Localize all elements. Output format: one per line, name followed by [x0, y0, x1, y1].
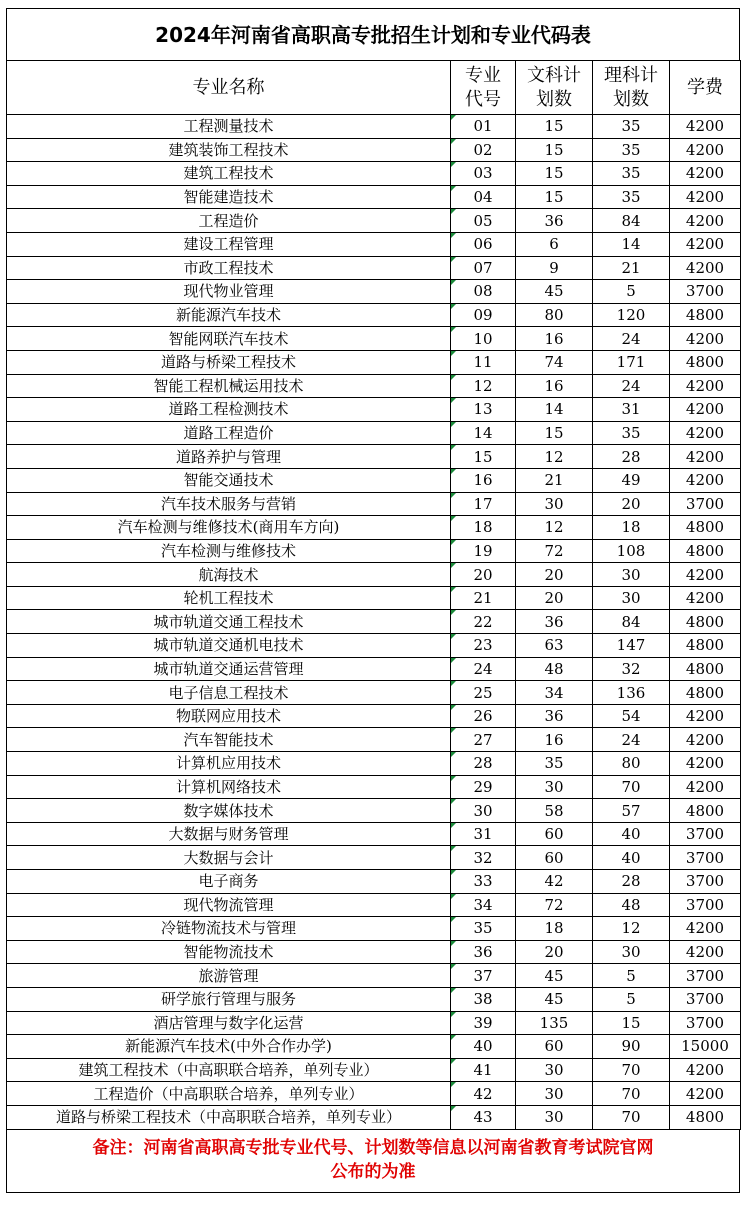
header-tuition: 学费: [670, 61, 741, 115]
cell-arts-plan: 58: [516, 799, 593, 823]
cell-science-plan: 40: [593, 846, 670, 870]
cell-arts-plan: 14: [516, 398, 593, 422]
cell-major-code: 08: [451, 280, 516, 304]
cell-major-name: 汽车检测与维修技术: [7, 539, 451, 563]
cell-science-plan: 57: [593, 799, 670, 823]
cell-science-plan: 80: [593, 752, 670, 776]
cell-science-plan: 28: [593, 870, 670, 894]
cell-major-name: 道路工程检测技术: [7, 398, 451, 422]
table-row: [7, 468, 741, 492]
cell-major-code: 23: [451, 634, 516, 658]
cell-science-plan: 35: [593, 162, 670, 186]
table-row: [7, 728, 741, 752]
cell-major-code: 31: [451, 822, 516, 846]
cell-arts-plan: 30: [516, 1105, 593, 1129]
table-row: [7, 256, 741, 280]
cell-tuition: 4200: [670, 445, 741, 469]
table-row: [7, 445, 741, 469]
cell-tuition: 3700: [670, 964, 741, 988]
cell-major-code: 25: [451, 681, 516, 705]
cell-major-code: 33: [451, 870, 516, 894]
cell-science-plan: 15: [593, 1011, 670, 1035]
cell-science-plan: 49: [593, 468, 670, 492]
cell-major-name: 汽车智能技术: [7, 728, 451, 752]
cell-major-name: 智能物流技术: [7, 940, 451, 964]
cell-tuition: 4800: [670, 303, 741, 327]
cell-major-code: 12: [451, 374, 516, 398]
table-row: [7, 634, 741, 658]
cell-major-name: 计算机应用技术: [7, 752, 451, 776]
cell-science-plan: 171: [593, 350, 670, 374]
cell-arts-plan: 16: [516, 728, 593, 752]
cell-arts-plan: 15: [516, 421, 593, 445]
cell-arts-plan: 12: [516, 445, 593, 469]
cell-science-plan: 70: [593, 775, 670, 799]
table-row: [7, 657, 741, 681]
cell-major-code: 18: [451, 516, 516, 540]
table-row: [7, 115, 741, 139]
cell-science-plan: 35: [593, 115, 670, 139]
footnote: [6, 1130, 740, 1193]
cell-science-plan: 35: [593, 185, 670, 209]
cell-major-code: 29: [451, 775, 516, 799]
cell-major-code: 34: [451, 893, 516, 917]
cell-major-name: 道路工程造价: [7, 421, 451, 445]
table-body: [7, 115, 741, 1130]
table-row: [7, 185, 741, 209]
cell-major-name: 现代物流管理: [7, 893, 451, 917]
table-row: [7, 799, 741, 823]
cell-arts-plan: 20: [516, 940, 593, 964]
cell-major-code: 21: [451, 586, 516, 610]
cell-tuition: 4200: [670, 704, 741, 728]
cell-major-code: 30: [451, 799, 516, 823]
cell-arts-plan: 12: [516, 516, 593, 540]
cell-science-plan: 20: [593, 492, 670, 516]
cell-major-code: 16: [451, 468, 516, 492]
cell-arts-plan: 30: [516, 492, 593, 516]
cell-major-code: 36: [451, 940, 516, 964]
cell-tuition: 4200: [670, 185, 741, 209]
cell-major-name: 大数据与会计: [7, 846, 451, 870]
cell-major-code: 27: [451, 728, 516, 752]
cell-major-name: 电子商务: [7, 870, 451, 894]
table-row: [7, 303, 741, 327]
cell-arts-plan: 20: [516, 563, 593, 587]
cell-tuition: 4200: [670, 138, 741, 162]
cell-arts-plan: 35: [516, 752, 593, 776]
cell-major-name: 道路与桥梁工程技术: [7, 350, 451, 374]
cell-tuition: 4200: [670, 421, 741, 445]
cell-major-name: 城市轨道交通运营管理: [7, 657, 451, 681]
cell-science-plan: 108: [593, 539, 670, 563]
cell-tuition: 4800: [670, 634, 741, 658]
cell-major-code: 05: [451, 209, 516, 233]
cell-science-plan: 70: [593, 1058, 670, 1082]
table-row: [7, 421, 741, 445]
table-row: [7, 563, 741, 587]
cell-science-plan: 120: [593, 303, 670, 327]
cell-major-code: 02: [451, 138, 516, 162]
cell-science-plan: 70: [593, 1082, 670, 1106]
cell-major-name: 工程造价: [7, 209, 451, 233]
cell-arts-plan: 45: [516, 964, 593, 988]
table-row: [7, 539, 741, 563]
cell-arts-plan: 63: [516, 634, 593, 658]
cell-major-name: 物联网应用技术: [7, 704, 451, 728]
table-row: [7, 374, 741, 398]
cell-science-plan: 70: [593, 1105, 670, 1129]
cell-tuition: 4200: [670, 586, 741, 610]
cell-arts-plan: 48: [516, 657, 593, 681]
cell-arts-plan: 42: [516, 870, 593, 894]
cell-science-plan: 14: [593, 232, 670, 256]
cell-science-plan: 35: [593, 421, 670, 445]
table-row: [7, 610, 741, 634]
cell-arts-plan: 30: [516, 1082, 593, 1106]
cell-science-plan: 136: [593, 681, 670, 705]
table-row: [7, 940, 741, 964]
table-row: [7, 846, 741, 870]
table-row: [7, 964, 741, 988]
cell-major-name: 道路与桥梁工程技术（中高职联合培养，单列专业）: [7, 1105, 451, 1129]
cell-science-plan: 147: [593, 634, 670, 658]
table-row: [7, 917, 741, 941]
page-title: 2024年河南省高职高专批招生计划和专业代码表: [6, 8, 740, 60]
cell-science-plan: 5: [593, 987, 670, 1011]
cell-arts-plan: 6: [516, 232, 593, 256]
cell-arts-plan: 45: [516, 280, 593, 304]
cell-major-name: 智能建造技术: [7, 185, 451, 209]
table-row: [7, 209, 741, 233]
cell-arts-plan: 60: [516, 846, 593, 870]
cell-major-name: 数字媒体技术: [7, 799, 451, 823]
cell-major-name: 大数据与财务管理: [7, 822, 451, 846]
cell-major-name: 城市轨道交通工程技术: [7, 610, 451, 634]
cell-major-name: 轮机工程技术: [7, 586, 451, 610]
cell-tuition: 3700: [670, 846, 741, 870]
cell-major-name: 建筑工程技术（中高职联合培养，单列专业）: [7, 1058, 451, 1082]
table-row: [7, 1011, 741, 1035]
cell-tuition: 4200: [670, 115, 741, 139]
cell-tuition: 4200: [670, 940, 741, 964]
cell-science-plan: 18: [593, 516, 670, 540]
cell-tuition: 3700: [670, 1011, 741, 1035]
cell-tuition: 4200: [670, 327, 741, 351]
cell-arts-plan: 15: [516, 162, 593, 186]
cell-science-plan: 32: [593, 657, 670, 681]
cell-tuition: 4800: [670, 657, 741, 681]
cell-major-code: 15: [451, 445, 516, 469]
cell-tuition: 3700: [670, 280, 741, 304]
cell-arts-plan: 74: [516, 350, 593, 374]
cell-major-name: 冷链物流技术与管理: [7, 917, 451, 941]
cell-major-code: 39: [451, 1011, 516, 1035]
header-science-plan: 理科计 划数: [593, 61, 670, 115]
table-row: [7, 138, 741, 162]
cell-major-name: 智能交通技术: [7, 468, 451, 492]
cell-arts-plan: 15: [516, 185, 593, 209]
cell-tuition: 4200: [670, 468, 741, 492]
cell-arts-plan: 34: [516, 681, 593, 705]
cell-arts-plan: 72: [516, 539, 593, 563]
cell-arts-plan: 16: [516, 374, 593, 398]
plan-table: [6, 60, 741, 1130]
cell-major-name: 道路养护与管理: [7, 445, 451, 469]
cell-arts-plan: 36: [516, 704, 593, 728]
footnote-line-2: 公布的为准: [330, 1161, 416, 1182]
cell-major-code: 03: [451, 162, 516, 186]
cell-science-plan: 35: [593, 138, 670, 162]
cell-major-code: 07: [451, 256, 516, 280]
cell-major-name: 建筑装饰工程技术: [7, 138, 451, 162]
cell-arts-plan: 15: [516, 115, 593, 139]
cell-science-plan: 24: [593, 728, 670, 752]
cell-major-name: 航海技术: [7, 563, 451, 587]
table-row: [7, 681, 741, 705]
table-row: [7, 893, 741, 917]
cell-science-plan: 30: [593, 586, 670, 610]
cell-arts-plan: 9: [516, 256, 593, 280]
table-row: [7, 327, 741, 351]
cell-tuition: 4800: [670, 539, 741, 563]
table-row: [7, 398, 741, 422]
cell-tuition: 4200: [670, 563, 741, 587]
cell-arts-plan: 36: [516, 610, 593, 634]
cell-tuition: 4200: [670, 1082, 741, 1106]
cell-major-code: 35: [451, 917, 516, 941]
cell-arts-plan: 60: [516, 822, 593, 846]
cell-major-code: 26: [451, 704, 516, 728]
table-row: [7, 870, 741, 894]
cell-science-plan: 30: [593, 940, 670, 964]
cell-major-code: 37: [451, 964, 516, 988]
cell-major-code: 28: [451, 752, 516, 776]
table-row: [7, 1058, 741, 1082]
cell-science-plan: 31: [593, 398, 670, 422]
cell-tuition: 4200: [670, 398, 741, 422]
table-row: [7, 822, 741, 846]
header-major-name: 专业名称: [7, 61, 451, 115]
cell-major-name: 酒店管理与数字化运营: [7, 1011, 451, 1035]
cell-tuition: 4200: [670, 775, 741, 799]
cell-tuition: 4200: [670, 1058, 741, 1082]
cell-major-name: 汽车检测与维修技术(商用车方向): [7, 516, 451, 540]
cell-arts-plan: 30: [516, 1058, 593, 1082]
cell-major-code: 14: [451, 421, 516, 445]
cell-science-plan: 28: [593, 445, 670, 469]
cell-arts-plan: 36: [516, 209, 593, 233]
cell-major-code: 01: [451, 115, 516, 139]
cell-tuition: 4200: [670, 752, 741, 776]
cell-major-name: 旅游管理: [7, 964, 451, 988]
cell-science-plan: 24: [593, 327, 670, 351]
cell-tuition: 4200: [670, 209, 741, 233]
cell-major-name: 计算机网络技术: [7, 775, 451, 799]
cell-tuition: 3700: [670, 822, 741, 846]
table-row: [7, 775, 741, 799]
cell-arts-plan: 72: [516, 893, 593, 917]
admission-plan-sheet: [6, 8, 740, 1193]
cell-tuition: 4200: [670, 374, 741, 398]
cell-tuition: 15000: [670, 1035, 741, 1059]
table-row: [7, 704, 741, 728]
header-arts-plan: 文科计 划数: [516, 61, 593, 115]
cell-major-code: 40: [451, 1035, 516, 1059]
table-row: [7, 1082, 741, 1106]
table-row: [7, 987, 741, 1011]
cell-major-name: 新能源汽车技术: [7, 303, 451, 327]
header-row: [7, 61, 741, 115]
table-row: [7, 232, 741, 256]
cell-tuition: 4800: [670, 1105, 741, 1129]
cell-tuition: 4200: [670, 256, 741, 280]
cell-major-name: 研学旅行管理与服务: [7, 987, 451, 1011]
table-row: [7, 586, 741, 610]
cell-tuition: 4200: [670, 728, 741, 752]
cell-tuition: 4800: [670, 516, 741, 540]
cell-arts-plan: 135: [516, 1011, 593, 1035]
cell-major-code: 10: [451, 327, 516, 351]
cell-major-code: 24: [451, 657, 516, 681]
table-row: [7, 752, 741, 776]
cell-tuition: 4200: [670, 917, 741, 941]
cell-major-code: 20: [451, 563, 516, 587]
cell-arts-plan: 60: [516, 1035, 593, 1059]
cell-tuition: 4200: [670, 162, 741, 186]
cell-tuition: 3700: [670, 987, 741, 1011]
cell-major-name: 工程测量技术: [7, 115, 451, 139]
cell-tuition: 4800: [670, 350, 741, 374]
footnote-line-1: 备注：河南省高职高专批专业代号、计划数等信息以河南省教育考试院官网: [92, 1137, 654, 1158]
cell-major-name: 市政工程技术: [7, 256, 451, 280]
table-row: [7, 516, 741, 540]
cell-major-name: 电子信息工程技术: [7, 681, 451, 705]
cell-arts-plan: 30: [516, 775, 593, 799]
table-row: [7, 492, 741, 516]
cell-tuition: 3700: [670, 893, 741, 917]
cell-major-code: 11: [451, 350, 516, 374]
cell-tuition: 4800: [670, 610, 741, 634]
cell-science-plan: 90: [593, 1035, 670, 1059]
cell-major-code: 42: [451, 1082, 516, 1106]
cell-arts-plan: 21: [516, 468, 593, 492]
cell-major-code: 17: [451, 492, 516, 516]
cell-arts-plan: 20: [516, 586, 593, 610]
cell-science-plan: 5: [593, 280, 670, 304]
cell-arts-plan: 45: [516, 987, 593, 1011]
cell-science-plan: 24: [593, 374, 670, 398]
header-major-code: 专业 代号: [451, 61, 516, 115]
cell-major-code: 22: [451, 610, 516, 634]
cell-tuition: 3700: [670, 492, 741, 516]
cell-science-plan: 30: [593, 563, 670, 587]
cell-science-plan: 5: [593, 964, 670, 988]
cell-arts-plan: 15: [516, 138, 593, 162]
cell-tuition: 3700: [670, 870, 741, 894]
cell-major-name: 智能网联汽车技术: [7, 327, 451, 351]
cell-major-name: 新能源汽车技术(中外合作办学): [7, 1035, 451, 1059]
cell-major-name: 建筑工程技术: [7, 162, 451, 186]
cell-major-code: 04: [451, 185, 516, 209]
cell-major-name: 智能工程机械运用技术: [7, 374, 451, 398]
table-row: [7, 1035, 741, 1059]
cell-science-plan: 84: [593, 610, 670, 634]
table-row: [7, 280, 741, 304]
cell-major-code: 32: [451, 846, 516, 870]
cell-science-plan: 48: [593, 893, 670, 917]
cell-major-code: 13: [451, 398, 516, 422]
cell-science-plan: 84: [593, 209, 670, 233]
cell-science-plan: 21: [593, 256, 670, 280]
cell-major-name: 建设工程管理: [7, 232, 451, 256]
cell-arts-plan: 16: [516, 327, 593, 351]
cell-major-code: 19: [451, 539, 516, 563]
cell-major-name: 城市轨道交通机电技术: [7, 634, 451, 658]
cell-science-plan: 12: [593, 917, 670, 941]
cell-major-name: 现代物业管理: [7, 280, 451, 304]
cell-major-name: 汽车技术服务与营销: [7, 492, 451, 516]
cell-science-plan: 54: [593, 704, 670, 728]
cell-tuition: 4800: [670, 799, 741, 823]
cell-arts-plan: 18: [516, 917, 593, 941]
cell-science-plan: 40: [593, 822, 670, 846]
table-row: [7, 1105, 741, 1129]
cell-major-name: 工程造价（中高职联合培养，单列专业）: [7, 1082, 451, 1106]
cell-major-code: 38: [451, 987, 516, 1011]
table-row: [7, 350, 741, 374]
cell-tuition: 4200: [670, 232, 741, 256]
cell-arts-plan: 80: [516, 303, 593, 327]
cell-tuition: 4800: [670, 681, 741, 705]
cell-major-code: 09: [451, 303, 516, 327]
cell-major-code: 41: [451, 1058, 516, 1082]
cell-major-code: 43: [451, 1105, 516, 1129]
cell-major-code: 06: [451, 232, 516, 256]
table-row: [7, 162, 741, 186]
